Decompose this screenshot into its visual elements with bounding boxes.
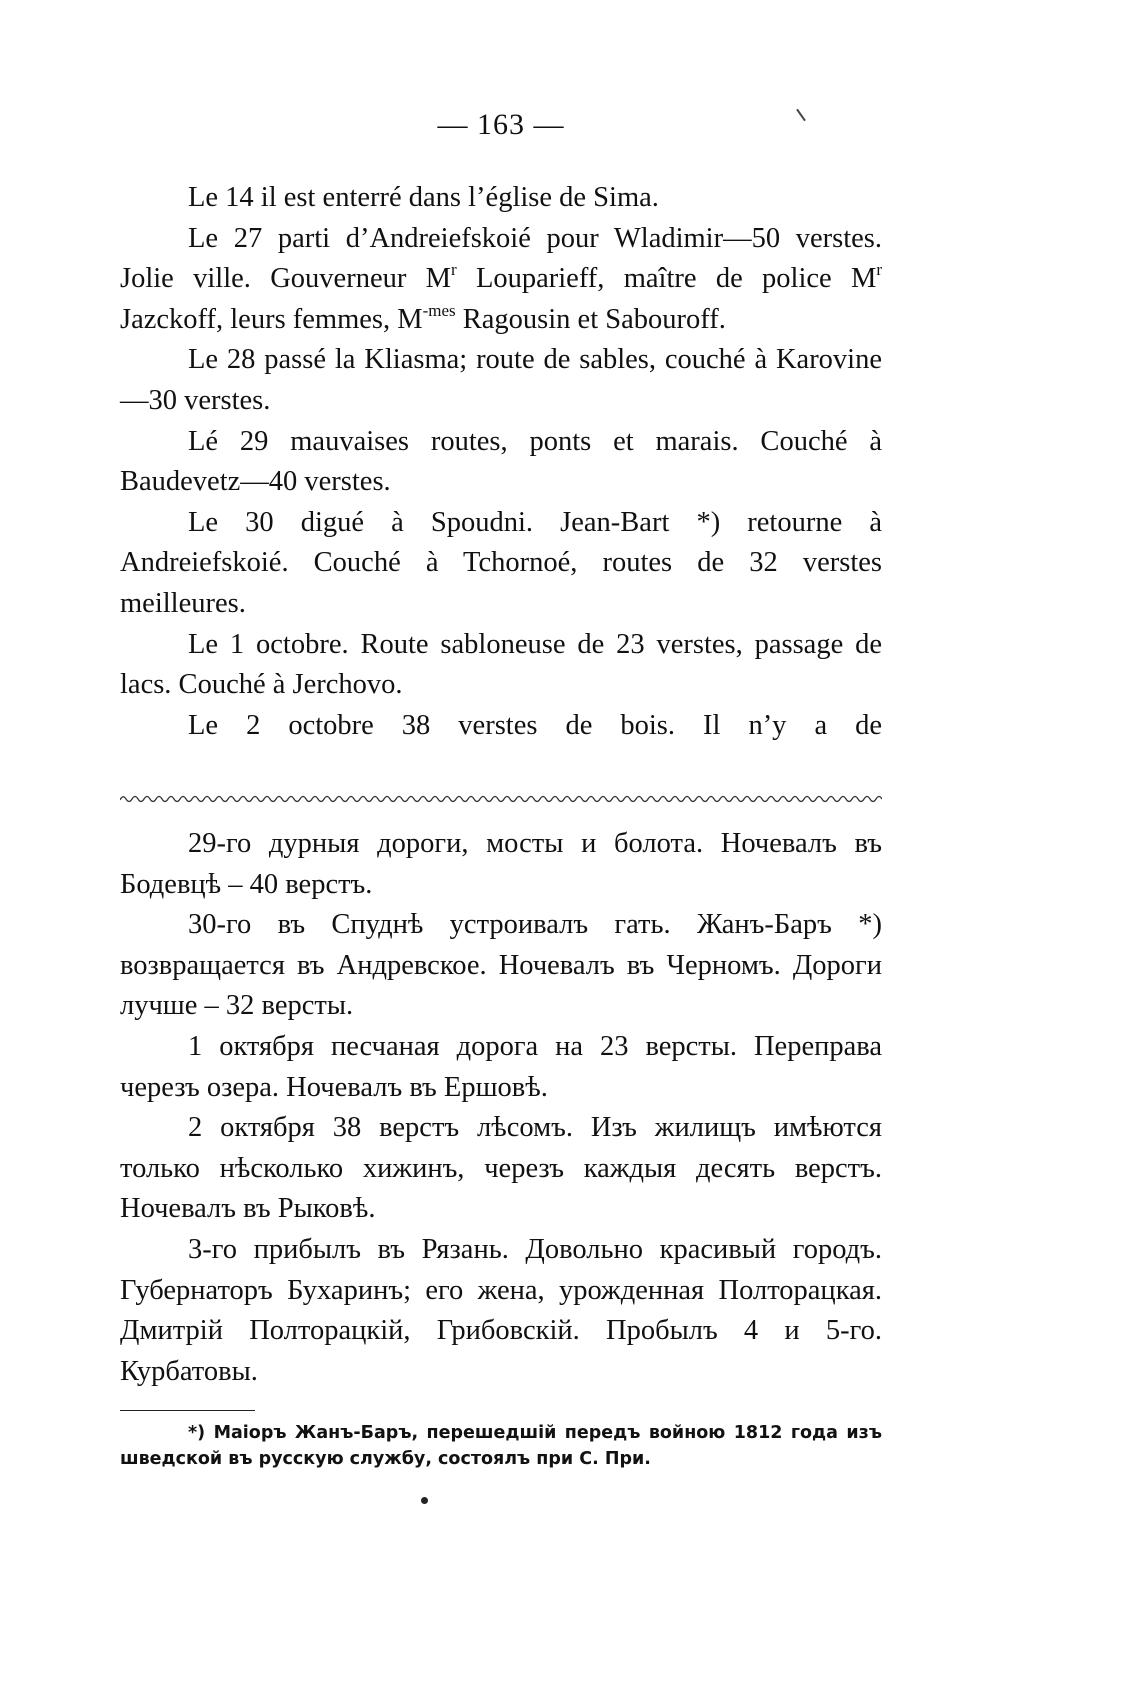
stray-ink-mark: [421, 1497, 428, 1504]
paragraph-text: Le 14 il est enterré dans l’église de Sima.: [188, 182, 659, 213]
french-text-section: [120, 178, 882, 746]
paragraph-text: Le 30 digué à Spoudni. Jean-Bart *) retourne à Andreiefskoié. Couché à Tchornoé, routes de 32 verstes meilleures.: [120, 506, 882, 619]
paragraph-text: Louparieff, maître de police M: [456, 263, 877, 295]
paragraph-text: Le 27 parti d’Andreiefskoié pour Wladimir—50 verstes. Jolie ville. Gouverneur M: [120, 222, 882, 295]
russian-paragraph: 29-го дурныя дороги, мосты и болота. Ночевалъ въ Бодевцѣ – 40 верстъ.: [120, 828, 882, 900]
russian-text-section: [120, 824, 882, 1392]
paragraph-text: Le 2 octobre 38 verstes de bois. Il n’y a de: [188, 709, 882, 741]
footnote: *) Маіоръ Жанъ-Баръ, перешедшій передъ войною 1812 года изъ шведской въ русскую службу, состоялъ при С. При.: [120, 1423, 882, 1469]
french-paragraph: [120, 625, 882, 706]
french-paragraph: [120, 178, 882, 219]
paragraph-text: Le 28 passé la Kliasma; route de sables, couché à Karovine—30 verstes.: [120, 344, 882, 416]
page-number: — 163 —: [437, 108, 565, 141]
french-paragraph: [120, 503, 882, 625]
french-paragraph: [120, 219, 882, 341]
paragraph-text: Ragousin et Sabouroff.: [455, 303, 726, 335]
paragraph-text: Lé 29 mauvaises routes, ponts et marais. Couché à Baudevetz—40 verstes.: [120, 425, 882, 498]
french-paragraph: [120, 340, 882, 421]
russian-paragraph: 1 октября песчаная дорога на 23 версты. Переправа черезъ озера. Ночевалъ въ Ершовѣ.: [120, 1030, 882, 1103]
french-paragraph: [120, 422, 882, 503]
russian-paragraph: 2 октября 38 верстъ лѣсомъ. Изъ жилищъ имѣются только нѣсколько хижинъ, черезъ каждыя десять верстъ. Ночевалъ въ Рыковѣ.: [120, 1112, 882, 1225]
footnote-rule: [120, 1410, 255, 1411]
paragraph-text: Le 1 octobre. Route sabloneuse de 23 verstes, passage de lacs. Couché à Jerchovo.: [120, 628, 882, 701]
superscript-text: r: [450, 260, 457, 280]
book-page: [120, 0, 882, 1693]
wavy-divider: [120, 792, 882, 806]
superscript-text: -mes: [422, 300, 456, 320]
french-paragraph: [120, 706, 882, 747]
superscript-text: r: [876, 260, 882, 280]
russian-paragraph: 30-го въ Спуднѣ устроивалъ гать. Жанъ-Баръ *) возвращается въ Андревское. Ночевалъ въ Черномъ. Дороги лучше – 32 версты.: [120, 909, 882, 1022]
russian-paragraph: 3-го прибылъ въ Рязань. Довольно красивый городъ. Губернаторъ Бухаринъ; его жена, урожденная Полторацкая. Дмитрій Полторацкій, Грибовскій. Пробылъ 4 и 5-го. Курбатовы.: [120, 1233, 882, 1387]
paragraph-text: Jazckoff, leurs femmes, M: [120, 303, 423, 335]
